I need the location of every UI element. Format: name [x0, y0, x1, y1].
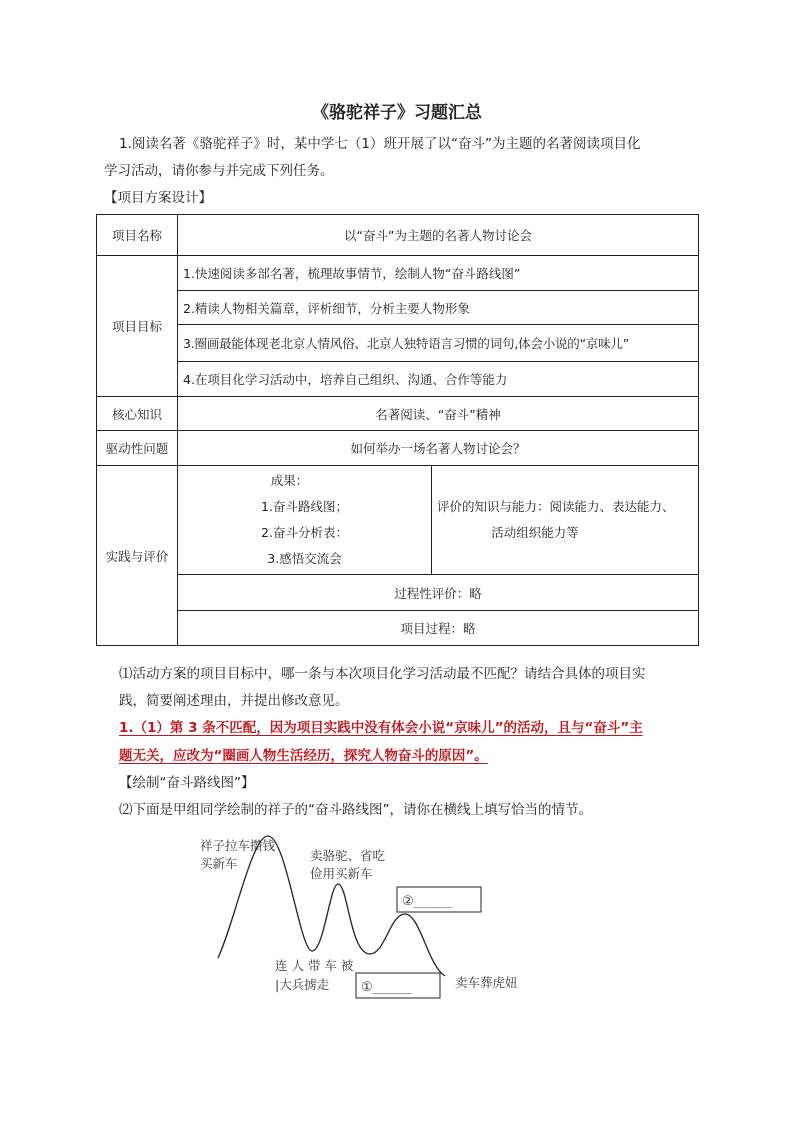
- question-1-line-2: 践，简要阐述理由，并提出修改意见。: [119, 693, 349, 709]
- table-row-driving: [97, 431, 699, 466]
- label-peak-2-line-1: 卖骆驼、省吃: [310, 848, 386, 863]
- label-valley-1-line-2: |大兵掳走: [275, 977, 330, 992]
- page-title: 《骆驼祥子》习题汇总: [312, 103, 482, 123]
- label-peak-2-line-2: 俭用买新车: [310, 866, 373, 881]
- label-project-name: 项目名称: [97, 215, 178, 256]
- section-heading-route-map: 【绘制“奋斗路线图”】: [119, 775, 255, 791]
- eval-line-1: 评价的知识与能力：阅读能力、表达能力、: [437, 499, 675, 514]
- result-item-3: 3.感悟交流会: [267, 551, 342, 566]
- goal-item-3: 3.圈画最能体现老北京人情风俗、北京人独特语言习惯的词句,体会小说的“京味儿”: [178, 325, 699, 362]
- intro-line-2: 学习活动，请你参与并完成下列任务。: [104, 163, 334, 179]
- results-title: 成果：: [270, 473, 309, 488]
- label-valley-1-line-1: 连 人 带 车 被: [275, 958, 354, 973]
- table-row-practice-3: [97, 611, 699, 646]
- label-practice-evaluation: 实践与评价: [97, 466, 178, 646]
- table-row-goal-2: [97, 291, 699, 325]
- table-row-practice-1: [97, 466, 699, 575]
- blank-1-text: ①______: [361, 980, 412, 995]
- table-row-goal-4: [97, 362, 699, 397]
- label-peak-1-line-1: 祥子拉车攒钱: [200, 838, 276, 853]
- value-core-knowledge: 名著阅读、“奋斗”精神: [178, 397, 699, 431]
- result-item-1: 1.奋斗路线图；: [261, 499, 348, 514]
- intro-line-1: 1.阅读名著《骆驼祥子》时，某中学七（1）班开展了以“奋斗”为主题的名著阅读项目化: [119, 136, 641, 152]
- project-process: 项目过程：略: [178, 611, 699, 646]
- label-driving-question: 驱动性问题: [97, 431, 178, 466]
- value-project-name: 以“奋斗”为主题的名著人物讨论会: [178, 215, 699, 256]
- goal-item-1: 1.快速阅读多部名著，梳理故事情节，绘制人物“奋斗路线图”: [178, 256, 699, 291]
- struggle-route-figure: [190, 826, 530, 1011]
- project-table: [96, 214, 699, 646]
- table-row-goal-1: [97, 256, 699, 291]
- question-1-line-1: ⑴活动方案的项目目标中，哪一条与本次项目化学习活动最不匹配？请结合具体的项目实: [119, 666, 646, 682]
- goal-item-2: 2.精读人物相关篇章，评析细节，分析主要人物形象: [178, 291, 699, 325]
- goal-item-4: 4.在项目化学习活动中，培养自己组织、沟通、合作等能力: [178, 362, 699, 397]
- answer-line-2: 题无关，应改为“圈画人物生活经历，探究人物奋斗的原因”。: [119, 748, 488, 764]
- table-row-goal-3: [97, 325, 699, 362]
- table-row-name: [97, 215, 699, 256]
- answer-line-1: 1.（1）第 3 条不匹配，因为项目实践中没有体会小说“京味儿”的活动，且与“奋斗”主: [119, 720, 643, 736]
- table-row-core: [97, 397, 699, 431]
- section-heading-project-design: 【项目方案设计】: [104, 190, 212, 206]
- eval-line-2: 活动组织能力等: [491, 525, 579, 540]
- blank-2-text: ②______: [402, 894, 453, 909]
- process-evaluation: 过程性评价：略: [178, 575, 699, 611]
- label-peak-1-line-2: 买新车: [200, 856, 238, 871]
- label-project-goals: 项目目标: [97, 256, 178, 397]
- table-row-practice-2: [97, 575, 699, 611]
- label-core-knowledge: 核心知识: [97, 397, 178, 431]
- results-cell: [178, 466, 432, 575]
- result-item-2: 2.奋斗分析表：: [261, 525, 348, 540]
- label-end: 卖车葬虎妞: [455, 975, 518, 990]
- value-driving-question: 如何举办一场名著人物讨论会？: [178, 431, 699, 466]
- question-2: ⑵下面是甲组同学绘制的祥子的“奋斗路线图”，请你在横线上填写恰当的情节。: [119, 802, 592, 818]
- evaluation-cell: [432, 466, 699, 575]
